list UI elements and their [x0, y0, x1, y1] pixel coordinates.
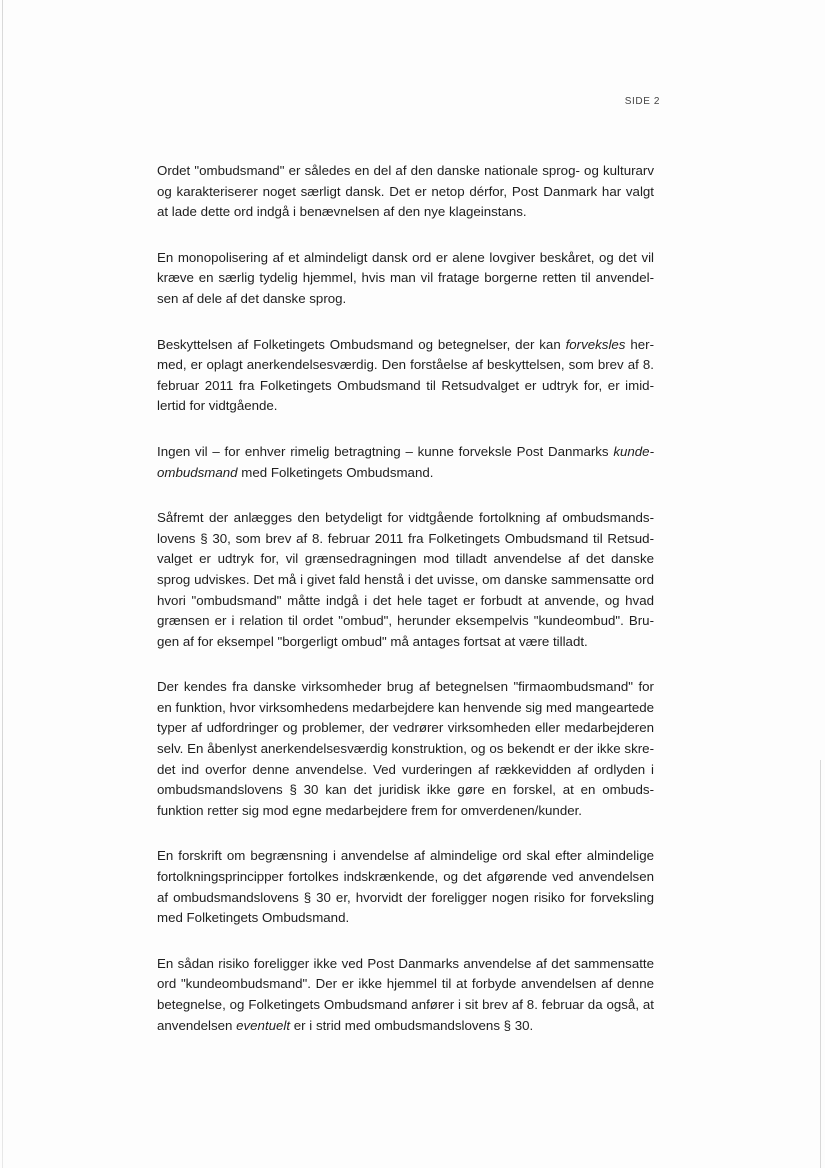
text-run: Ordet "ombudsmand" er således en del af den danske nationale sprog- og kulturarv og karakteriserer noget særligt dansk. Det er netop dérfor, Post Danmark har valgt at lade dette ord indgå i benævnelsen af den nye klageinstans. [157, 163, 654, 220]
paragraph [157, 954, 654, 1036]
scan-edge-left [2, 0, 3, 1168]
text-run: hermed, er oplagt anerkendelsesværdig. Den forståelse af beskyttelsen, som brev af 8. februar 2011 fra Folketingets Ombudsmand til Retsudvalget er udtryk for, er imidlertid for vidtgående. [157, 336, 654, 414]
emphasis-text: forveksles [565, 336, 626, 352]
text-run: Såfremt der anlægges den betydeligt for vidtgående fortolkning af ombudsmandslovens § 30, som brev af 8. februar 2011 fra Folketingets Ombudsmand til Retsudvalget er udtryk for, vil grænsedragningen mod tilladt anvendelse af det danske sprog udviskes. Det må i givet fald henstå i det uvisse, om danske sammensatte ord hvori "ombudsmand" måtte indgå i det hele taget er forbudt at anvende, og hvad grænsen er i relation til ordet "ombud", herunder eksempelvis "kundeombud". Brugen af for eksempel "borgerligt ombud" må antages fortsat at være tilladt. [157, 510, 654, 649]
scan-edge-right [820, 760, 821, 1168]
text-run: med Folketingets Ombudsmand. [237, 464, 434, 480]
paragraph [157, 161, 654, 223]
text-run: Beskyttelsen af Folketingets Ombudsmand og betegnelser, der kan [157, 336, 566, 352]
emphasis-text: kundeombudsmand [157, 443, 654, 480]
text-run: En forskrift om begrænsning i anvendelse af almindelige ord skal efter almindelige fortolkningsprincipper fortolkes indskrænkende, og det afgørende ved anvendelsen af ombudsmandslovens § 30 er, hvorvidt der foreligger nogen risiko for forveksling med Folketingets Ombudsmand. [157, 848, 654, 926]
text-run: Ingen vil – for enhver rimelig betragtning – kunne forveksle Post Danmarks [157, 443, 614, 459]
text-run: En sådan risiko foreligger ikke ved Post Danmarks anvendelse af det sammensatte ord "kundeombudsmand". Der er ikke hjemmel til at forbyde anvendelsen af denne betegnelse, og Folketingets Ombudsmand anfører i sit brev af 8. februar da også, at anvendelsen [157, 955, 654, 1033]
paragraph [157, 335, 654, 417]
emphasis-text: eventuelt [236, 1017, 291, 1033]
paragraph [157, 442, 654, 483]
body-text [157, 161, 654, 1061]
text-run: er i strid med ombudsmandslovens § 30. [290, 1017, 534, 1033]
paragraph [157, 508, 654, 652]
paragraph [157, 677, 654, 821]
page-number: SIDE 2 [624, 96, 660, 107]
text-run: En monopolisering af et almindeligt dansk ord er alene lovgiver beskåret, og det vil kræve en særlig tydelig hjemmel, hvis man vil fratage borgerne retten til anvendelsen af dele af det danske sprog. [157, 249, 654, 306]
paragraph [157, 248, 654, 310]
text-run: Der kendes fra danske virksomheder brug af betegnelsen "firmaombudsmand" for en funktion, hvor virksomhedens medarbejdere kan henvende sig med mangeartede typer af udfordringer og problemer, der vedrører virksomheden eller medarbejderen selv. En åbenlyst anerkendelsesværdig konstruktion, og os bekendt er der ikke skredet ind overfor denne anvendelse. Ved vurderingen af rækkevidden af ordlyden i ombudsmandslovens § 30 kan det juridisk ikke gøre en forskel, at en ombudsfunktion retter sig mod egne medarbejdere frem for omverdenen/kunder. [157, 679, 654, 818]
paragraph [157, 846, 654, 928]
